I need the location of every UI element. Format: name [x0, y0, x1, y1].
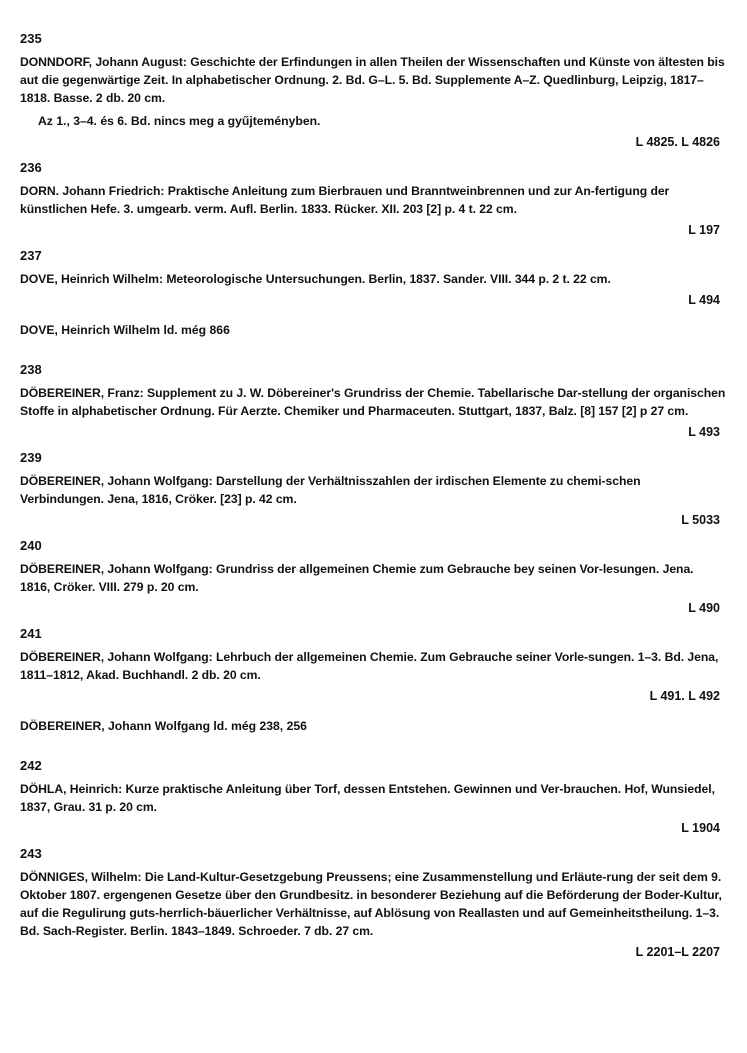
cross-reference-dove	[20, 321, 726, 339]
entry-signature: L 491. L 492	[649, 689, 720, 703]
entry-signature: L 493	[688, 425, 720, 439]
entry-number: 242	[20, 758, 42, 773]
cross-reference-doebereiner	[20, 717, 726, 735]
cross-reference-text: DÖBEREINER, Johann Wolfgang ld. még 238, 256	[20, 719, 307, 733]
entry-number: 238	[20, 362, 42, 377]
entry-number: 236	[20, 160, 42, 175]
entry-number: 237	[20, 248, 42, 263]
entry-signature: L 494	[688, 293, 720, 307]
entry-signature: L 197	[688, 223, 720, 237]
entry-signature: L 2201–L 2207	[635, 945, 720, 959]
catalog-entry-241	[20, 625, 726, 705]
entry-number: 241	[20, 626, 42, 641]
entry-description: DÖBEREINER, Johann Wolfgang: Lehrbuch der allgemeinen Chemie. Zum Gebrauche seiner Vorle-sungen. 1–3. Bd. Jena, 1811–1812, Akad. Buchhandl. 2 db. 20 cm.	[20, 650, 719, 682]
entry-description: DÖBEREINER, Franz: Supplement zu J. W. Döbereiner's Grundriss der Chemie. Tabellarische Dar-stellung der organischen Stoffe in alphabetischer Ordnung. Für Aerzte. Chemiker und Pharmaceuten. Stuttgart, 1837, Balz. [8] 157 [2] p 27 cm.	[20, 386, 726, 418]
catalog-entry-238	[20, 361, 726, 441]
catalog-entry-239	[20, 449, 726, 529]
catalog-entry-237	[20, 247, 726, 309]
entry-signature: L 490	[688, 601, 720, 615]
catalog-entry-240	[20, 537, 726, 617]
entry-number: 240	[20, 538, 42, 553]
catalog-entry-235	[20, 30, 726, 151]
catalog-entry-236	[20, 159, 726, 239]
entry-description: DÖBEREINER, Johann Wolfgang: Grundriss der allgemeinen Chemie zum Gebrauche bey seinen Vor-lesungen. Jena. 1816, Cröker. VIII. 279 p. 20 cm.	[20, 562, 694, 594]
entry-description: DÖBEREINER, Johann Wolfgang: Darstellung der Verhältnisszahlen der irdischen Elemente zu chemi-schen Verbindungen. Jena, 1816, Cröker. [23] p. 42 cm.	[20, 474, 641, 506]
entry-description: DÖNNIGES, Wilhelm: Die Land-Kultur-Gesetzgebung Preussens; eine Zusammenstellung und Erläute-rung der seit dem 9. Oktober 1807. ergengenen Gesetze über den Grundbesitz. in besonderer Beziehung auf die Beförderung der Boder-Kultur, auf die Regulirung guts-herrlich-bäuerlicher Verhältnisse, auf Ablösung von Reallasten und auf Gemeinheitstheilung. 1–3. Bd. Sach-Register. Berlin. 1843–1849. Schroeder. 7 db. 27 cm.	[20, 870, 722, 938]
entry-signature: L 4825. L 4826	[635, 135, 720, 149]
catalog-entry-242	[20, 757, 726, 837]
cross-reference-text: DOVE, Heinrich Wilhelm ld. még 866	[20, 323, 230, 337]
catalog-entry-243	[20, 845, 726, 961]
entry-description: DORN. Johann Friedrich: Praktische Anleitung zum Bierbrauen und Branntweinbrennen und zur An-fertigung der künstlichen Hefe. 3. umgearb. verm. Aufl. Berlin. 1833. Rücker. XII. 203 [2] p. 4 t. 22 cm.	[20, 184, 670, 216]
catalog-page	[20, 30, 726, 961]
entry-note: Az 1., 3–4. és 6. Bd. nincs meg a gyűjteményben.	[38, 114, 321, 128]
entry-description: DOVE, Heinrich Wilhelm: Meteorologische Untersuchungen. Berlin, 1837. Sander. VIII. 344 p. 2 t. 22 cm.	[20, 272, 611, 286]
entry-signature: L 1904	[681, 821, 720, 835]
entry-description: DONNDORF, Johann August: Geschichte der Erfindungen in allen Theilen der Wissenschaften und Künste von ältesten bis aut die gegenwärtige Zeit. In alphabetischer Ordnung. 2. Bd. G–L. 5. Bd. Supplemente A–Z. Quedlinburg, Leipzig, 1817–1818. Basse. 2 db. 20 cm.	[20, 55, 725, 105]
entry-number: 239	[20, 450, 42, 465]
entry-number: 243	[20, 846, 42, 861]
entry-number: 235	[20, 31, 42, 46]
entry-description: DÖHLA, Heinrich: Kurze praktische Anleitung über Torf, dessen Entstehen. Gewinnen und Ver-brauchen. Hof, Wunsiedel, 1837, Grau. 31 p. 20 cm.	[20, 782, 715, 814]
entry-signature: L 5033	[681, 513, 720, 527]
